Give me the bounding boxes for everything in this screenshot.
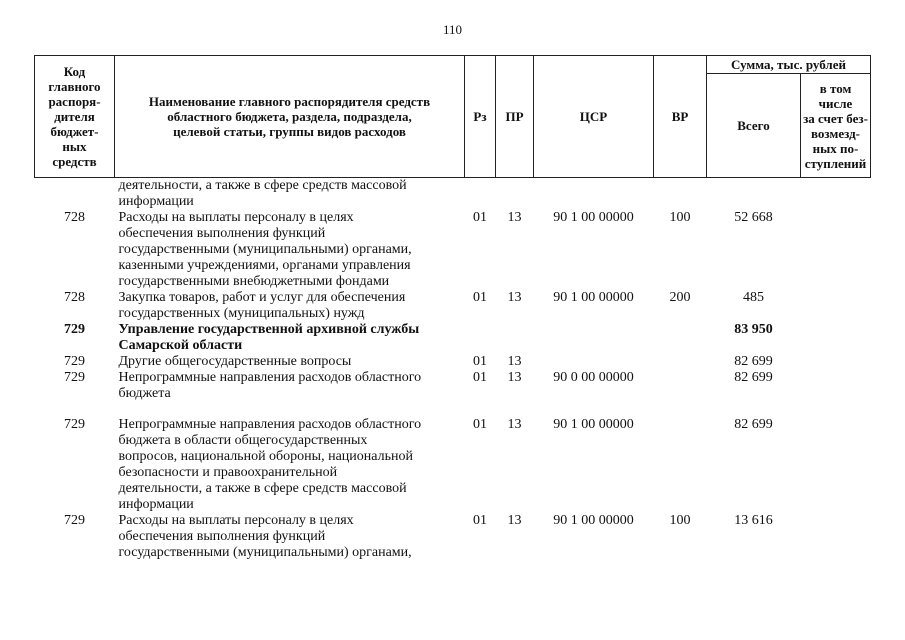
row-name: Управление государственной архивной службы Самарской области [118,322,420,353]
row-name: Непрограммные направления расходов областного бюджета в области общегосударственных вопросов, национальной обороны, национальной безопасности и правоохранительной деятельности, а также в сфере средств массовой информации [118,417,422,512]
row-incl [801,354,871,370]
row-pr [496,322,534,354]
header-sum: Сумма, тыс. рублей [707,56,871,74]
row-total: 83 950 [734,322,773,337]
row-vr: 200 [669,290,691,305]
row-pr: 13 [507,210,522,225]
row-vr [654,370,707,402]
table-row [35,370,871,402]
page-number: 110 [442,22,463,37]
row-incl [801,513,871,561]
row-rz: 01 [473,417,487,432]
row-vr: 100 [669,210,691,225]
row-rz [465,178,496,211]
row-rz [465,322,496,354]
row-rz: 01 [473,290,487,305]
row-csr: 90 0 00 00000 [553,370,634,385]
row-code [35,178,115,211]
table-row [35,210,871,290]
row-name: деятельности, а также в сфере средств массовой информации [118,178,407,209]
row-name: Расходы на выплаты персоналу в целях обеспечения выполнения функций государственными (муниципальными) органами, казенными учреждениями, органами управления государственными внебюджетными фондами [118,210,412,289]
row-csr: 90 1 00 00000 [553,417,634,432]
row-name: Непрограммные направления расходов областного бюджета [118,370,422,401]
row-csr [534,322,654,354]
row-csr: 90 1 00 00000 [553,290,634,305]
row-pr: 13 [507,290,522,305]
header-pr: ПР [496,56,534,178]
table-row [35,402,871,513]
row-incl [801,210,871,290]
row-total: 82 699 [734,417,773,432]
row-incl [801,402,871,513]
table-row [35,178,871,211]
row-incl [801,370,871,402]
row-name: Другие общегосударственные вопросы [118,354,352,369]
row-code: 729 [64,370,85,385]
row-code: 728 [64,290,85,305]
table-row [35,322,871,354]
row-vr [654,402,707,513]
table-row [35,354,871,370]
row-total: 485 [743,290,764,305]
header-csr: ЦСР [534,56,654,178]
row-rz: 01 [473,354,487,369]
row-code: 729 [64,354,85,369]
row-total: 52 668 [734,210,773,225]
row-vr [654,322,707,354]
table-row [35,290,871,322]
row-rz: 01 [473,513,487,528]
row-csr: 90 1 00 00000 [553,210,634,225]
header-vr: ВР [654,56,707,178]
row-incl [801,322,871,354]
header-name: Наименование главного распорядителя средств областного бюджета, раздела, подраздела, целевой статьи, группы видов расходов [115,56,465,178]
header-total: Всего [707,74,801,178]
row-rz: 01 [473,210,487,225]
row-name: Закупка товаров, работ и услуг для обеспечения государственных (муниципальных) нужд [118,290,406,321]
row-pr: 13 [507,370,522,385]
row-csr [534,354,654,370]
row-total [707,178,801,211]
table-row [35,513,871,561]
row-incl [801,290,871,322]
row-pr [496,178,534,211]
row-pr: 13 [507,354,522,369]
row-code: 729 [64,513,85,528]
row-code: 728 [64,210,85,225]
row-code: 729 [64,417,85,432]
row-vr: 100 [669,513,691,528]
row-total: 82 699 [734,354,773,369]
row-pr: 13 [507,417,522,432]
row-csr: 90 1 00 00000 [553,513,634,528]
header-code: Код главного распоря- дителя бюджет- ных средств [35,56,115,178]
row-rz: 01 [473,370,487,385]
row-total: 82 699 [734,370,773,385]
header-rz: Рз [465,56,496,178]
row-vr [654,354,707,370]
row-csr [534,178,654,211]
row-incl [801,178,871,211]
header-incl: в том числе за счет без- возмезд- ных по- ступлений [801,74,871,178]
budget-table [34,55,871,561]
row-name: Расходы на выплаты персоналу в целях обеспечения выполнения функций государственными (муниципальными) органами, [118,513,412,560]
row-vr [654,178,707,211]
row-pr: 13 [507,513,522,528]
row-code: 729 [64,322,85,337]
row-total: 13 616 [734,513,773,528]
